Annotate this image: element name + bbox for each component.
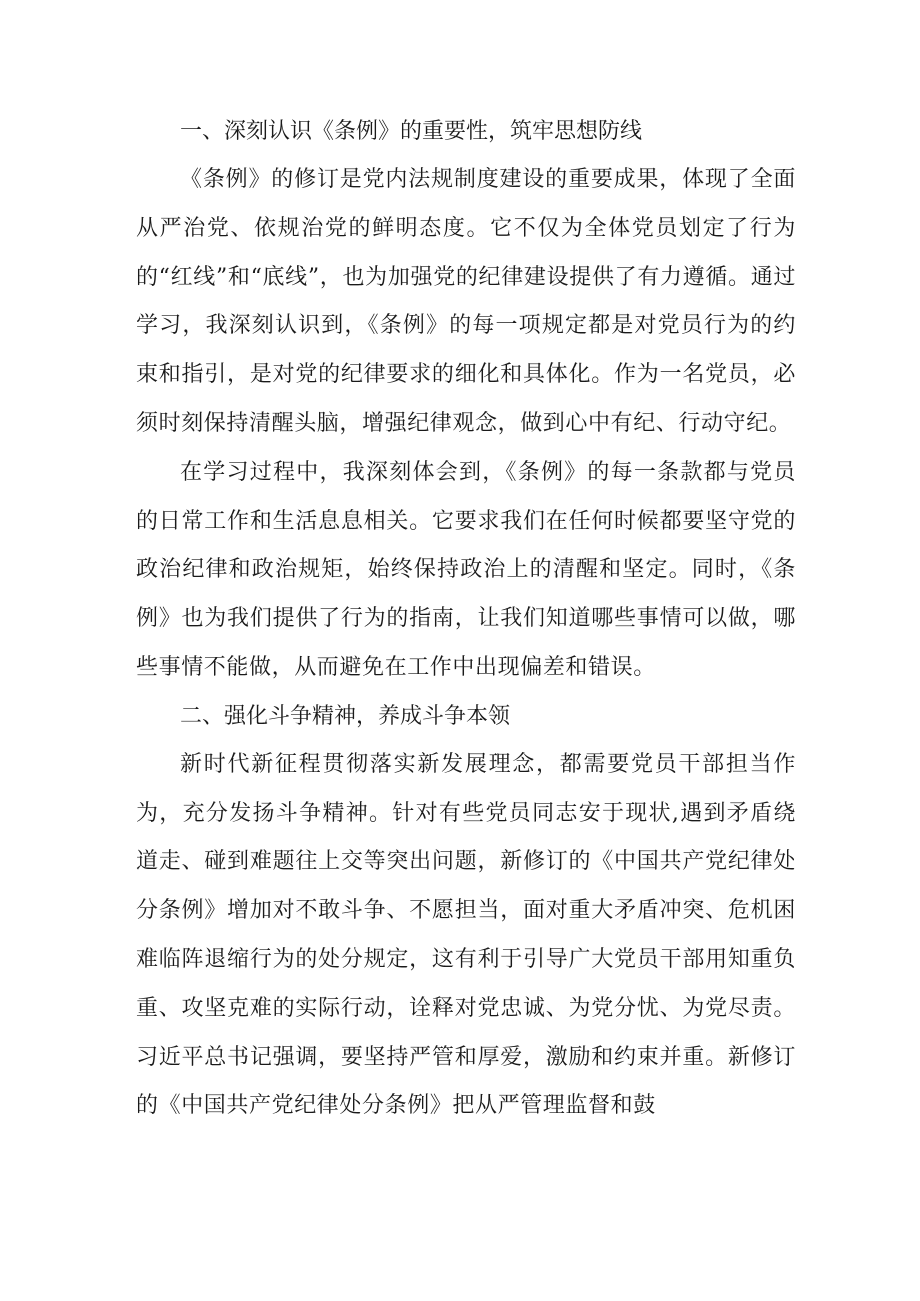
section-1-paragraph-1: 《条例》的修订是党内法规制度建设的重要成果，体现了全面从严治党、依规治党的鲜明态度。它不仅为全体党员划定了行为的“红线”和“底线”，也为加强党的纪律建设提供了有力遵循。通过学习，我深刻认识到，《条例》的每一项规定都是对党员行为的约束和指引，是对党的纪律要求的细化和具体化。作为一名党员，必须时刻保持清醒头脑，增强纪律观念，做到心中有纪、行动守纪。 (136, 167, 796, 436)
section-1-paragraph-2: 在学习过程中，我深刻体会到，《条例》的每一条款都与党员的日常工作和生活息息相关。它要求我们在任何时候都要坚守党的政治纪律和政治规矩，始终保持政治上的清醒和坚定。同时，《条例》也为我们提供了行为的指南，让我们知道哪些事情可以做，哪些事情不能做，从而避免在工作中出现偏差和错误。 (136, 459, 796, 680)
section-2-heading: 二、强化斗争精神，养成斗争本领 (180, 703, 511, 729)
section-2-paragraph-1: 新时代新征程贯彻落实新发展理念，都需要党员干部担当作为，充分发扬斗争精神。针对有些党员同志安于现状,遇到矛盾绕道走、碰到难题往上交等突出问题，新修订的《中国共产党纪律处分条例》增加对不敢斗争、不愿担当，面对重大矛盾冲突、危机困难临阵退缩行为的处分规定，这有利于引导广大党员干部用知重负重、攻坚克难的实际行动，诠释对党忠诚、为党分忧、为党尽责。习近平总书记强调，要坚持严管和厚爱，激励和约束并重。新修订的《中国共产党纪律处分条例》把从严管理监督和鼓 (136, 751, 796, 1119)
document-body (136, 108, 796, 1131)
section-1-heading: 一、深刻认识《条例》的重要性，筑牢思想防线 (180, 119, 643, 144)
